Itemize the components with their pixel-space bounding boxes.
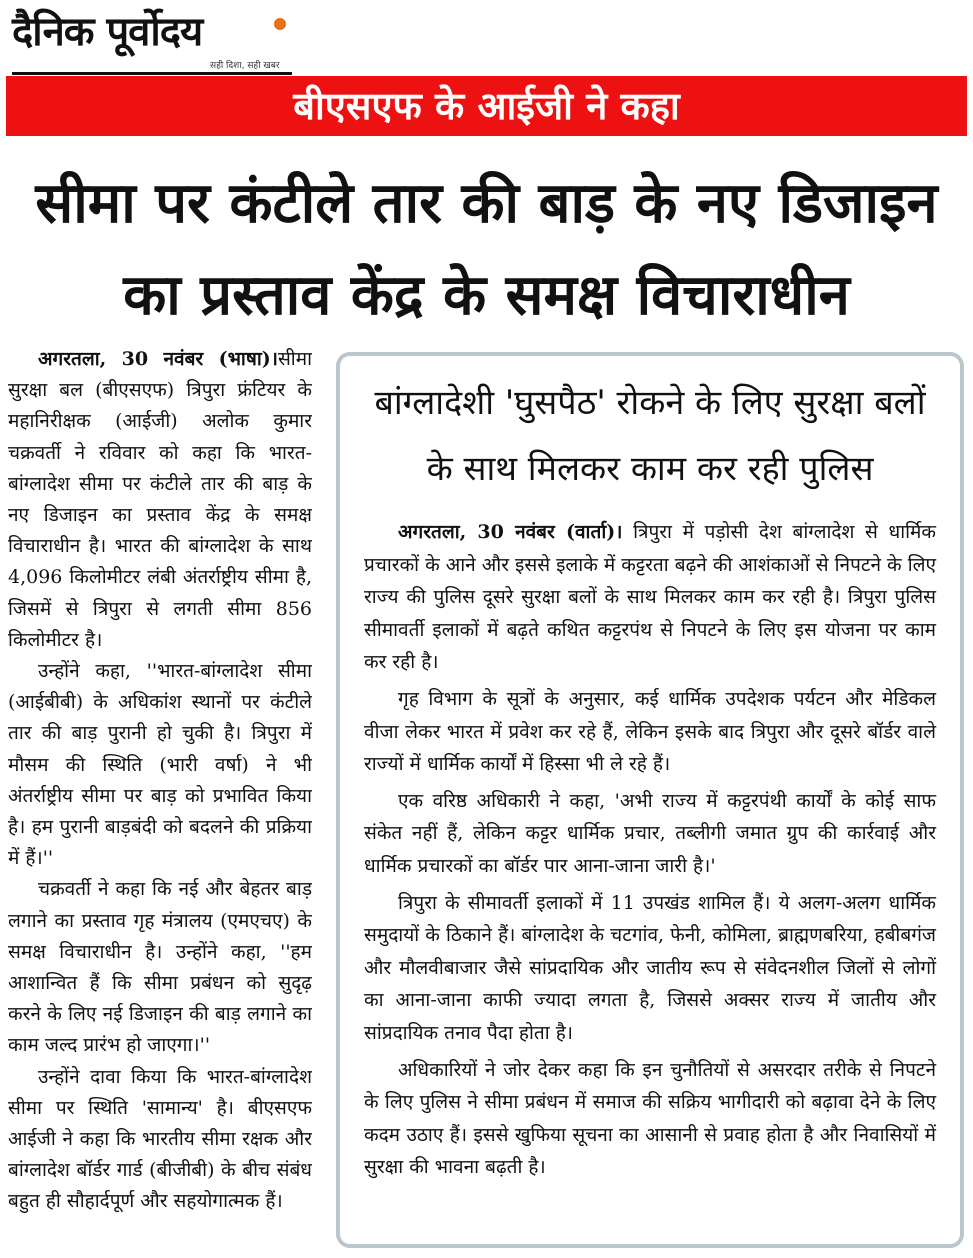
boxed-article-headline-line-2: के साथ मिलकर काम कर रही पुलिस [426, 449, 874, 489]
masthead-logo: दैनिक पूर्वोदय [12, 8, 203, 55]
left-article [8, 344, 312, 1252]
boxed-article-paragraph-4: त्रिपुरा के सीमावर्ती इलाकों में 11 उपखंड शामिल हैं। ये अलग-अलग धार्मिक समुदायों के ठिकाने हैं। बांग्लादेश के चटगांव, फेनी, कोमिला, ब्राह्मणबरिया, हबीबगंज और मौलवीबाजार जैसे सांप्रदायिक और जातीय रूप से संवेदनशील जिलों से लोगों का आना-जाना काफी ज्यादा लगता है, जिससे अक्सर राज्य में जातीय और सांप्रदायिक तनाव पैदा होता है। [364, 891, 936, 1044]
boxed-article-body [364, 516, 936, 1184]
boxed-article-dateline: अगरतला, 30 नवंबर (वार्ता)। [398, 521, 623, 543]
left-article-paragraph-4: उन्होंने दावा किया कि भारत-बांग्लादेश सीमा पर स्थिति 'सामान्य' है। बीएसएफ आईजी ने कहा कि भारतीय सीमा रक्षक और बांग्लादेश बॉर्डर गार्ड (बीजीबी) के बीच संबंध बहुत ही सौहार्दपूर्ण और सहयोगात्मक हैं। [8, 1065, 312, 1213]
logo-sun-dot-icon [274, 18, 286, 30]
main-headline [8, 158, 965, 342]
boxed-article-headline [350, 370, 950, 502]
boxed-article-headline-line-1: बांग्लादेशी 'घुसपैठ' रोकने के लिए सुरक्षा बलों [374, 383, 926, 423]
masthead-rule [12, 72, 292, 75]
boxed-article-paragraph-3: एक वरिष्ठ अधिकारी ने कहा, 'अभी राज्य में कट्टरपंथी कार्यों के कोई साफ संकेत नहीं हैं, लेकिन कट्टर धार्मिक प्रचार, तब्लीगी जमात ग्रुप की कार्रवाई और धार्मिक प्रचारकों का बॉर्डर पार आना-जाना जारी है।' [364, 789, 936, 877]
left-article-paragraph-3: चक्रवर्ती ने कहा कि नई और बेहतर बाड़ लगाने का प्रस्ताव गृह मंत्रालय (एमएचए) के समक्ष विचाराधीन है। उन्होंने कहा, ''हम आशान्वित हैं कि सीमा प्रबंधन को सुदृढ़ करने के लिए नई डिजाइन की बाड़ लगाने का काम जल्द प्रारंभ हो जाएगा।'' [8, 878, 312, 1057]
main-headline-line-2: का प्रस्ताव केंद्र के समक्ष विचाराधीन [123, 263, 850, 328]
left-article-dateline: अगरतला, 30 नवंबर (भाषा)। [38, 348, 278, 370]
kicker-banner: बीएसएफ के आईजी ने कहा [6, 76, 967, 136]
boxed-article-paragraph-2: गृह विभाग के सूत्रों के अनुसार, कई धार्मिक उपदेशक पर्यटन और मेडिकल वीजा लेकर भारत में प्रवेश कर रहे हैं, लेकिन इसके बाद त्रिपुरा और दूसरे बॉर्डर वाले राज्यों में धार्मिक कार्यों में हिस्सा भी ले रहे हैं। [364, 687, 936, 776]
masthead-tagline: सही दिशा, सही खबर [210, 61, 280, 71]
boxed-article [336, 352, 964, 1248]
boxed-article-paragraph-1-text: त्रिपुरा में पड़ोसी देश बांग्लादेश से धार्मिक प्रचारकों के आने और इससे इलाके में कट्टरता बढ़ने की आशंकाओं से निपटने के लिए राज्य की पुलिस दूसरे सुरक्षा बलों के साथ मिलकर काम कर रही है। त्रिपुरा पुलिस सीमावर्ती इलाकों में बढ़ते कथित कट्टरपंथ से निपटने के लिए इस योजना पर काम कर रही है। [364, 521, 936, 674]
main-headline-line-1: सीमा पर कंटीले तार की बाड़ के नए डिजाइन [35, 171, 938, 236]
masthead [12, 8, 292, 72]
boxed-article-paragraph-1 [364, 516, 936, 679]
left-article-paragraph-2: उन्होंने कहा, ''भारत-बांग्लादेश सीमा (आईबीबी) के अधिकांश स्थानों पर कंटीले तार की बाड़ पुरानी हो चुकी है। त्रिपुरा में मौसम की स्थिति (भारी वर्षा) ने भी अंतर्राष्ट्रीय सीमा पर बाड़ को प्रभावित किया है। हम पुरानी बाड़बंदी को बदलने की प्रक्रिया में हैं।'' [8, 660, 312, 870]
boxed-article-paragraph-5: अधिकारियों ने जोर देकर कहा कि इन चुनौतियों से असरदार तरीके से निपटने के लिए पुलिस ने सीमा प्रबंधन में समाज की सक्रिय भागीदारी को बढ़ावा देने के लिए कदम उठाए हैं। इससे खुफिया सूचना का आसानी से प्रवाह होता है और निवासियों में सुरक्षा की भावना बढ़ती है। [364, 1058, 936, 1179]
left-article-paragraph-1-text: सीमा सुरक्षा बल (बीएसएफ) त्रिपुरा फ्रंटियर के महानिरीक्षक (आईजी) अलोक कुमार चक्रवर्ती ने रविवार को कहा कि भारत-बांग्लादेश सीमा पर कंटीले तार की बाड़ के नए डिजाइन का प्रस्ताव केंद्र के समक्ष विचाराधीन है। भारत की बांग्लादेश के साथ 4,096 किलोमीटर लंबी अंतर्राष्ट्रीय सीमा है, जिसमें से त्रिपुरा से लगती सीमा 856 किलोमीटर है। [8, 348, 312, 651]
left-article-paragraph-1 [8, 344, 312, 656]
